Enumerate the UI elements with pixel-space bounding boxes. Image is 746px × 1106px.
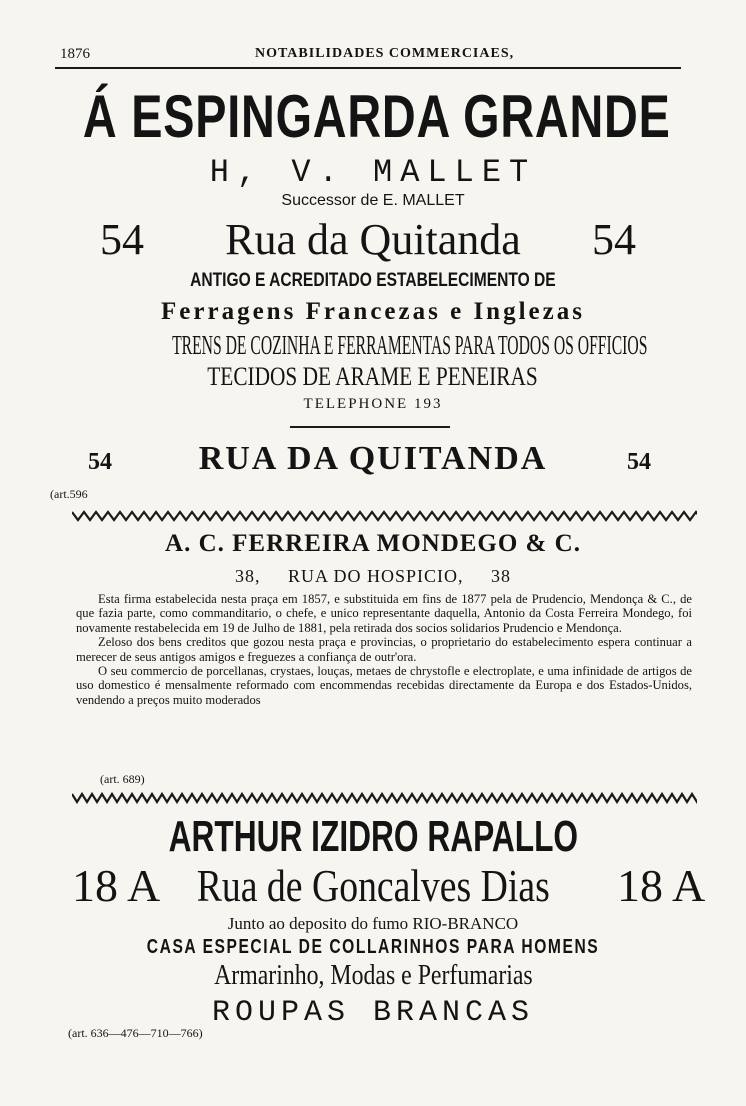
- header-rule: [55, 67, 681, 69]
- ad1-successor: Successor de E. MALLET: [281, 192, 465, 209]
- ad3-line3: Armarinho, Modas e Perfumarias: [213, 960, 533, 991]
- ad3-number-right: 18 A: [617, 860, 706, 911]
- ad1-line4: [0, 362, 746, 392]
- ad1-art: (art.596: [50, 487, 88, 501]
- ad3-title: ARTHUR IZIDRO RAPALLO: [168, 812, 578, 861]
- ad2-paragraph: Zeloso dos bens creditos que gozou nesta praça e provincias, o proprietario do estabelecimento espera continuar a merecer de seus antigos amigos e freguezes a confiança de outr'ora.: [76, 635, 692, 664]
- ad2-paragraph: Esta firma estabelecida nesta praça em 1857, e substituida em fins de 1877 pela de Prudencio, Mendonça & C., de que fazia parte, como commanditario, o chefe, e unico representante daquella, Antonio da Costa Ferreira Mondego, foi novamente restabelecida em 19 de Julho de 1881, pela retirada dos socios solidarios Prudencio e Mendonça.: [76, 592, 692, 635]
- running-title: NOTABILIDADES COMMERCIAES,: [255, 46, 515, 61]
- ad1-rule: [290, 426, 450, 428]
- ad2-title: A. C. FERREIRA MONDEGO & C.: [165, 530, 581, 557]
- ad1-bottom-number-left: 54: [88, 449, 112, 475]
- ad1-telephone: TELEPHONE 193: [303, 396, 443, 412]
- ad1-line3: [0, 330, 746, 361]
- ad3-line3-wrap: [0, 960, 746, 992]
- ad3-line1: Junto ao deposito do fumo RIO-BRANCO: [227, 914, 519, 933]
- ad1-line1: [0, 270, 746, 292]
- page-number: 1876: [60, 46, 90, 62]
- ad3-street: Rua de Goncalves Dias: [196, 860, 550, 911]
- ad1-owner: H, V. MALLET: [209, 154, 537, 191]
- ad1-title: Á ESPINGARDA GRANDE: [82, 83, 671, 150]
- ad1-number-right: 54: [592, 215, 636, 264]
- ad3-art: (art. 636—476—710—766): [68, 1026, 203, 1040]
- ad2-body: [76, 592, 692, 707]
- ad1-line1-text: ANTIGO E ACREDITADO ESTABELECIMENTO DE: [190, 270, 556, 291]
- ad1-line2: Ferragens Francezas e Inglezas: [161, 298, 585, 325]
- ad1-number-left: 54: [100, 215, 144, 264]
- ad1-line3-text: TRENS DE COZINHA E FERRAMENTAS PARA TODOS OS OFFICIOS: [172, 330, 648, 360]
- wavy-divider-2: [72, 790, 697, 804]
- ad2-art: (art. 689): [100, 772, 145, 786]
- ad3-number-left: 18 A: [72, 860, 161, 911]
- ad2-paragraph: O seu commercio de porcellanas, crystaes, louças, metaes de chrystofle e electroplate, e uma infinidade de artigos de uso domestico é mensalmente reformado com encommendas recebidas directamente da Europa e dos Estados-Unidos, vendendo a preços muito moderados: [76, 664, 692, 707]
- ad3-line4: ROUPAS BRANCAS: [211, 996, 535, 1030]
- ad1-street: Rua da Quitanda: [225, 215, 521, 264]
- ad1-bottom-number-right: 54: [627, 449, 651, 475]
- ad3-line2: CASA ESPECIAL DE COLLARINHOS PARA HOMENS: [146, 936, 600, 958]
- ad2-address: 38, RUA DO HOSPICIO, 38: [234, 566, 512, 586]
- ad1-title-wrap: [0, 82, 746, 152]
- wavy-divider-1: [72, 508, 697, 522]
- ad3-line2-wrap: [0, 936, 746, 959]
- ad1-bottom-street: RUA DA QUITANDA: [198, 440, 548, 477]
- ad1-line4-text: TECIDOS DE ARAME E PENEIRAS: [207, 362, 539, 391]
- ad3-title-wrap: [0, 810, 746, 864]
